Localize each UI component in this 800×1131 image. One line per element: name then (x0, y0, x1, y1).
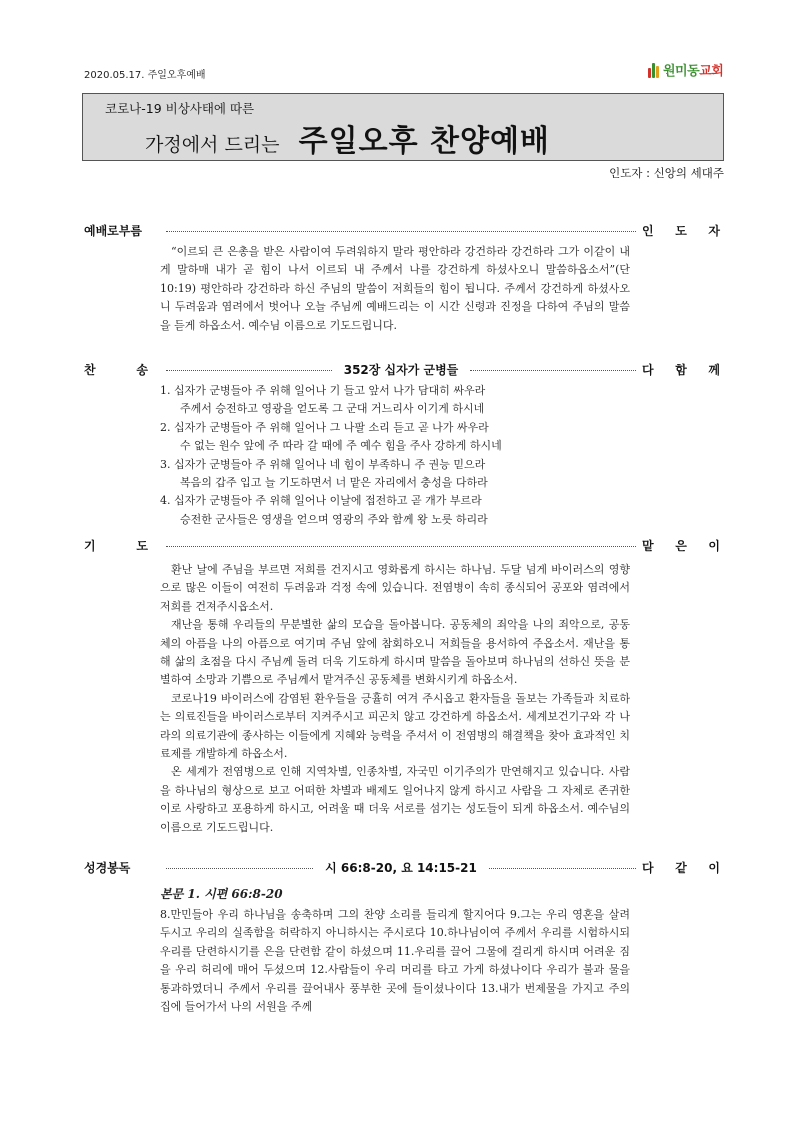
logo-text-church: 교회 (699, 63, 724, 79)
leader-dots (166, 868, 313, 869)
leader-line: 인도자 : 신앙의 세대주 (609, 166, 724, 180)
reading-title: 시 66:8-20, 요 14:15-21 (319, 859, 483, 876)
hymn-verse: 2. 십자가 군병들아 주 위해 일어나 그 나팔 소리 듣고 곧 나가 싸우라 수 없는 원수 앞에 주 따라 갈 때에 주 예수 힘을 주사 강하게 하시네 (160, 420, 502, 453)
section-hymn-name: 찬 송 (84, 362, 148, 377)
hymn-verse: 4. 십자가 군병들아 주 위해 일어나 이날에 접전하고 곧 개가 부르라 승전한 군사들은 영생을 얻으며 영광의 주와 함께 왕 노릇 하리라 (160, 494, 488, 526)
passage-title: 본문 1. 시편 66:8-20 (160, 887, 283, 901)
leader-dots (489, 868, 636, 869)
leader-dots (166, 231, 636, 232)
section-reading-role: 다 같 이 (642, 860, 720, 875)
section-reading-name: 성경봉독 (84, 860, 131, 875)
section-prayer-name: 기 도 (84, 538, 148, 553)
leader-dots (166, 370, 332, 371)
section-call-name: 예배로부름 (84, 223, 142, 238)
section-reading-header (84, 858, 720, 876)
section-call-role: 인 도 자 (642, 223, 720, 238)
page-title: 주일오후 찬양예배 (298, 124, 550, 159)
section-prayer-header (84, 536, 720, 554)
reading-text: 8.만민들아 우리 하나님을 송축하며 그의 찬양 소리를 들리게 할지어다 9.그는 우리 영혼을 살려 두시고 우리의 실족함을 허락하지 아니하시는 주시로다 10.하나님이여 주께서 우리를 시험하시되 우리를 단련하시기를 은을 단련함 같이 하셨으며 11.우리를 끌어 그물에 걸리게 하시며 어려운 짐을 우리 허리에 매어 두셨으며 12.사람들이 우리 머리를 타고 가게 하셨나이다 우리가 불과 물을 통과하였더니 주께서 우리를 끌어내사 풍부한 곳에 들이셨나이다 13.내가 번제물을 가지고 주의 집에 들어가서 나의 서원을 주께 (160, 908, 630, 1014)
logo-text-name: 원미동 (663, 63, 700, 79)
title-box (82, 93, 724, 161)
leader-dots (166, 546, 636, 547)
call-text: “이르되 큰 은총을 받은 사람이여 두려워하지 말라 평안하라 강건하라 강건하라 그가 이같이 내게 말하매 내가 곧 힘이 나서 이르되 내 주께서 나를 강건하게 하셨사오니 말씀하옵소서”(단10:19) 평안하라 강건하라 하신 주님의 말씀이 저희들의 힘이 됩니다. 주께서 강건하게 하셨사오니 두려움과 염려에서 벗어나 오늘 주님께 예배드리는 이 시간 신령과 진정을 다하여 주님의 말씀을 듣게 하옵소서. 예수님 이름으로 기도드립니다. (160, 245, 630, 332)
title-main (145, 116, 550, 160)
hymn-verse: 1. 십자가 군병들아 주 위해 일어나 기 들고 앞서 나가 담대히 싸우라 주께서 승전하고 영광을 얻도록 그 군대 거느리사 이기게 하시네 (160, 384, 486, 416)
date-line: 2020.05.17. 주일오후예배 (84, 70, 206, 81)
hymn-title: 352장 십자가 군병들 (338, 361, 465, 378)
section-hymn-role: 다 함 께 (642, 362, 720, 377)
section-call-header (84, 221, 720, 239)
section-hymn-header (84, 360, 720, 378)
prayer-text: 환난 날에 주님을 부르면 저희를 건지시고 영화롭게 하시는 하나님. 두달 넘게 바이러스의 영향으로 많은 이들이 여전히 두려움과 걱정 속에 있습니다. 전염병이 속히 종식되어 공포와 염려에서 저희를 건져주시옵소서. 재난을 통해 우리들의 무분별한 삶의 모습을 돌아봅니다. 공동체의 죄악을 나의 죄악으로, 공동체의 아픔을 나의 아픔으로 여기며 주님 앞에 참회하오니 저희들을 용서하여 주옵소서. 재난을 통해 삶의 초점을 다시 주님께 돌려 더욱 기도하게 하시며 말씀을 돌아보며 하나님의 선하신 뜻을 분별하여 소망과 기쁨으로 주님께서 맡겨주신 공동체를 변화시키게 하옵소서. 코로나19 바이러스에 감염된 환우들을 긍휼히 여겨 주시옵고 환자들을 돌보는 가족들과 치료하는 의료진들을 바이러스로부터 지켜주시고 피곤치 않고 강건하게 하옵소서. 세계보건기구와 각 나라의 의료기관에 종사하는 이들에게 지혜와 능력을 주셔서 이 전염병의 해결책을 찾아 효과적인 치료제를 개발하게 하옵소서. 온 세계가 전염병으로 인해 지역차별, 인종차별, 자국민 이기주의가 만연해지고 있습니다. 사람을 하나님의 형상으로 보고 어떠한 차별과 배제도 일어나지 않게 하시고 사람을 그 자체로 존귀한 이로 사랑하고 포용하게 하시고, 어려울 때 더욱 서로를 섬기는 성도들이 되게 하옵소서. 예수님의 이름으로 기도드립니다. (160, 563, 630, 834)
hymn-lyrics (160, 382, 640, 529)
church-logo (648, 59, 728, 79)
section-prayer-role: 맡 은 이 (642, 538, 720, 553)
hymn-verse: 3. 십자가 군병들아 주 위해 일어나 네 힘이 부족하니 주 권능 믿으라 복음의 갑주 입고 늘 기도하면서 너 맡은 자리에서 충성을 다하라 (160, 457, 488, 490)
title-subtitle: 코로나-19 비상사태에 따른 (105, 101, 255, 116)
leader-dots (470, 370, 636, 371)
logo-mark-icon (648, 60, 662, 78)
title-lead: 가정에서 드리는 (145, 134, 280, 156)
